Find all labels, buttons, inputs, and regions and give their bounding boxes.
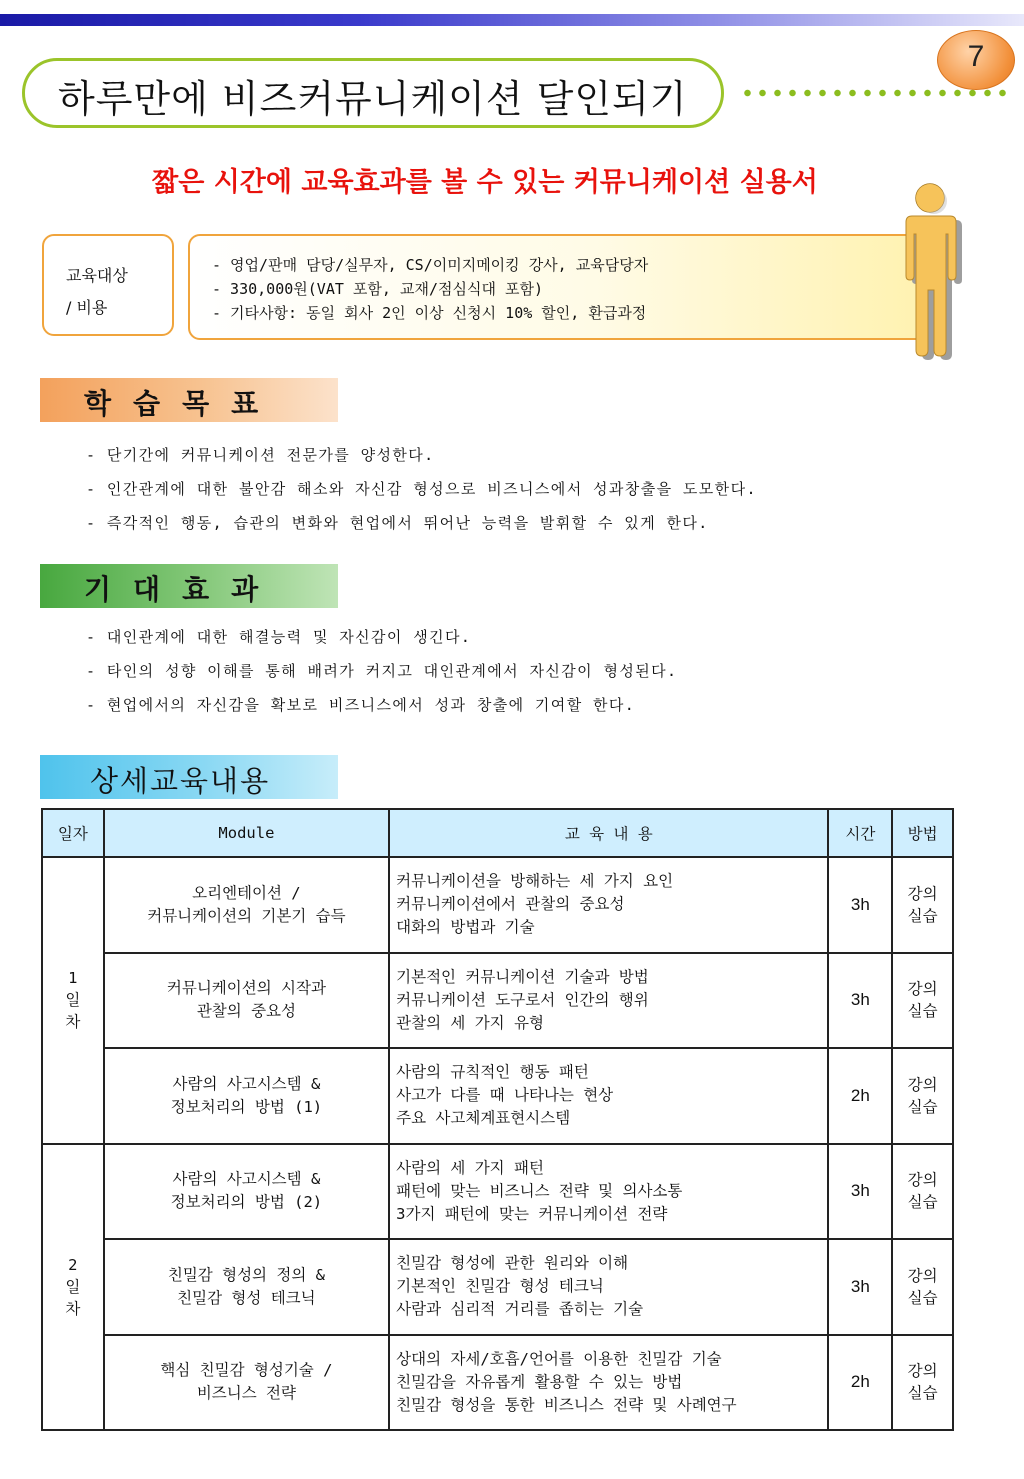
content-line: 주요 사고체계표현시스템	[396, 1109, 571, 1128]
hours-cell: 3h	[828, 857, 892, 953]
table-header-row	[42, 809, 953, 857]
method-line: 실습	[907, 1002, 938, 1021]
module-line: 사람의 사고시스템 &	[172, 1170, 321, 1189]
content-line: 커뮤니케이션을 방해하는 세 가지 요인	[396, 872, 674, 891]
list-item: - 현업에서의 자신감을 확보로 비즈니스에서 성과 창출에 기여할 한다.	[86, 696, 636, 714]
day-char: 일	[65, 1277, 81, 1296]
content-line: 커뮤니케이션 도구로서 인간의 행위	[396, 990, 649, 1009]
list-item: - 타인의 성향 이해를 통해 배려가 커지고 대인관계에서 자신감이 형성된다.	[86, 662, 678, 680]
content-line: 대화의 방법과 기술	[396, 918, 535, 937]
header-content: 교 육 내 용	[389, 809, 828, 857]
module-cell	[104, 857, 389, 953]
method-cell	[892, 1239, 953, 1335]
method-line: 강의	[907, 1171, 938, 1190]
content-line: 기본적인 커뮤니케이션 기술과 방법	[396, 967, 649, 986]
content-line: 친밀감 형성을 통한 비즈니스 전략 및 사례연구	[396, 1395, 737, 1414]
method-line: 실습	[907, 1288, 938, 1307]
day-cell	[42, 857, 104, 1144]
content-cell	[389, 1144, 828, 1240]
target-info-line: - 330,000원(VAT 포함, 교재/점심식대 포함)	[212, 280, 543, 298]
method-line: 실습	[907, 906, 938, 925]
content-line: 친밀감을 자유롭게 활용할 수 있는 방법	[396, 1372, 683, 1391]
module-line: 사람의 사고시스템 &	[172, 1074, 321, 1093]
expected-effects-list	[86, 620, 677, 722]
content-line: 3가지 패턴에 맞는 커뮤니케이션 전략	[396, 1204, 668, 1223]
day-number: 1	[68, 969, 78, 988]
day-char: 일	[65, 991, 81, 1010]
list-item: - 대인관계에 대한 해결능력 및 자신감이 생긴다.	[86, 628, 472, 646]
module-cell	[104, 1335, 389, 1431]
hours-cell: 2h	[828, 1335, 892, 1431]
detail-title: 상세교육내용	[90, 764, 271, 798]
method-line: 강의	[907, 1075, 938, 1094]
content-line: 사고가 다를 때 나타나는 현상	[396, 1086, 614, 1105]
method-cell	[892, 1144, 953, 1240]
module-line: 핵심 친밀감 형성기술 /	[160, 1361, 333, 1380]
target-label-line-2: / 비용	[66, 298, 108, 317]
person-icon	[892, 182, 970, 360]
table-row	[42, 1239, 953, 1335]
content-line: 친밀감 형성에 관한 원리와 이해	[396, 1254, 629, 1273]
day-cell	[42, 1144, 104, 1431]
page-title: 하루만에 비즈커뮤니케이션 달인되기	[58, 77, 688, 121]
content-line: 사람의 세 가지 패턴	[396, 1158, 544, 1177]
header-time: 시간	[828, 809, 892, 857]
content-cell	[389, 953, 828, 1049]
header-module: Module	[104, 809, 389, 857]
target-label	[66, 260, 128, 324]
content-line: 커뮤니케이션에서 관찰의 중요성	[396, 895, 625, 914]
target-info	[212, 253, 648, 325]
content-line: 패턴에 맞는 비즈니스 전략 및 의사소통	[396, 1181, 683, 1200]
hours-cell: 2h	[828, 1048, 892, 1144]
module-line: 친밀감 형성의 정의 &	[167, 1265, 325, 1284]
module-line: 정보처리의 방법 (1)	[170, 1097, 323, 1116]
content-cell	[389, 1239, 828, 1335]
method-line: 실습	[907, 1384, 938, 1403]
expected-effects-title: 기대효과	[84, 573, 281, 606]
method-line: 강의	[907, 1266, 938, 1285]
module-cell	[104, 953, 389, 1049]
subtitle: 짧은 시간에 교육효과를 볼 수 있는 커뮤니케이션 실용서	[152, 167, 818, 198]
method-line: 강의	[907, 884, 938, 903]
method-cell	[892, 857, 953, 953]
module-line: 정보처리의 방법 (2)	[170, 1193, 323, 1212]
content-line: 사람의 규칙적인 행동 패턴	[396, 1063, 589, 1082]
content-line: 상대의 자세/호흡/언어를 이용한 친밀감 기술	[396, 1349, 722, 1368]
content-line: 기본적인 친밀감 형성 테크닉	[396, 1277, 604, 1296]
hours-cell: 3h	[828, 1239, 892, 1335]
curriculum-table	[41, 808, 954, 1431]
target-label-line-1: 교육대상	[66, 266, 128, 285]
module-line: 비즈니스 전략	[196, 1384, 296, 1403]
table-row	[42, 857, 953, 953]
header-day: 일자	[42, 809, 104, 857]
top-gradient-bar	[0, 14, 1024, 26]
module-cell	[104, 1144, 389, 1240]
table-row	[42, 1144, 953, 1240]
header-method: 방법	[892, 809, 953, 857]
list-item: - 인간관계에 대한 불안감 해소와 자신감 형성으로 비즈니스에서 성과창출을 도모한다.	[86, 480, 757, 498]
method-line: 강의	[907, 980, 938, 999]
page-number: 7	[967, 40, 985, 73]
module-cell	[104, 1239, 389, 1335]
method-cell	[892, 1048, 953, 1144]
table-row	[42, 1335, 953, 1431]
table-row	[42, 953, 953, 1049]
content-line: 사람과 심리적 거리를 좁히는 기술	[396, 1300, 644, 1319]
day-number: 2	[68, 1255, 78, 1274]
content-line: 관찰의 세 가지 유형	[396, 1013, 544, 1032]
content-cell	[389, 1335, 828, 1431]
method-line: 실습	[907, 1193, 938, 1212]
content-cell	[389, 857, 828, 953]
hours-cell: 3h	[828, 953, 892, 1049]
target-info-line: - 영업/판매 담당/실무자, CS/이미지메이킹 강사, 교육담당자	[212, 256, 649, 274]
module-line: 친밀감 형성 테크닉	[177, 1288, 316, 1307]
method-cell	[892, 953, 953, 1049]
module-line: 오리엔테이션 /	[192, 883, 301, 902]
day-char: 차	[65, 1013, 81, 1032]
method-cell	[892, 1335, 953, 1431]
module-line: 커뮤니케이션의 기본기 습득	[147, 906, 346, 925]
learning-goals-list	[86, 438, 757, 540]
method-line: 실습	[907, 1097, 938, 1116]
day-char: 차	[65, 1299, 81, 1318]
list-item: - 단기간에 커뮤니케이션 전문가를 양성한다.	[86, 446, 435, 464]
content-cell	[389, 1048, 828, 1144]
module-cell	[104, 1048, 389, 1144]
list-item: - 즉각적인 행동, 습관의 변화와 현업에서 뛰어난 능력을 발휘할 수 있게 한다.	[86, 514, 709, 532]
target-info-line: - 기타사항: 동일 회사 2인 이상 신청시 10% 할인, 환급과정	[212, 304, 647, 322]
learning-goals-title: 학습목표	[84, 387, 281, 420]
module-line: 관찰의 중요성	[196, 1002, 296, 1021]
table-row	[42, 1048, 953, 1144]
module-line: 커뮤니케이션의 시작과	[166, 979, 326, 998]
hours-cell: 3h	[828, 1144, 892, 1240]
method-line: 강의	[907, 1362, 938, 1381]
